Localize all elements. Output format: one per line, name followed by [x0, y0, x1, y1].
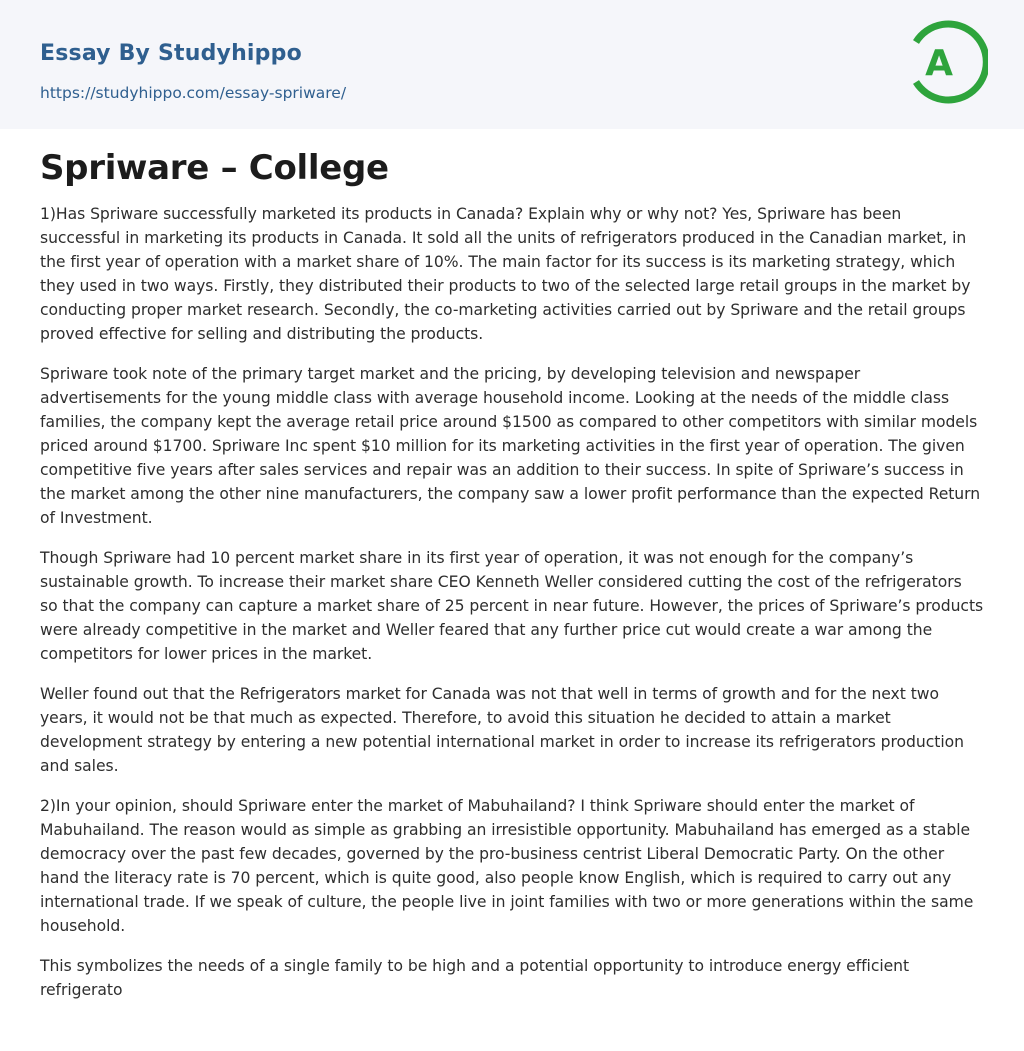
- essay-paragraph-4: Weller found out that the Refrigerators market for Canada was not that well in terms of growth and for the next two years, it would not be that much as expected. Therefore, to avoid this situation he decided to attain a market development strategy by entering a new potential international market in order to increase its refrigerators production and sales.: [40, 685, 964, 775]
- essay-paragraph-5: 2)In your opinion, should Spriware enter the market of Mabuhailand? I think Spriware should enter the market of Mabuhailand. The reason would as simple as grabbing an irresistible opportunity. Mabuhailand has emerged as a stable democracy over the past few decades, governed by the pro-business centrist Liberal Democratic Party. On the other hand the literacy rate is 70 percent, which is quite good, also people know English, which is required to carry out any international trade. If we speak of culture, the people live in joint families with two or more generations within the same household.: [40, 797, 974, 935]
- studyhippo-logo-icon[interactable]: [910, 18, 988, 106]
- essay-content: [0, 129, 1024, 1002]
- essay-paragraph-3: Though Spriware had 10 percent market share in its first year of operation, it was not enough for the company’s sustainable growth. To increase their market share CEO Kenneth Weller considered cutting the cost of the refrigerators so that the company can capture a market share of 25 percent in near future. However, the prices of Spriware’s products were already competitive in the market and Weller feared that any further price cut would create a war among the competitors for lower prices in the market.: [40, 549, 984, 663]
- essay-paragraph-2: Spriware took note of the primary target market and the pricing, by developing television and newspaper advertisements for the young middle class with average household income. Looking at the needs of the middle class families, the company kept the average retail price around $1500 as compared to other competitors with similar models priced around $1700. Spriware Inc spent $10 million for its marketing activities in the first year of operation. The given competitive five years after sales services and repair was an addition to their success. In spite of Spriware’s success in the market among the other nine manufacturers, the company saw a lower profit performance than the expected Return of Investment.: [40, 365, 981, 527]
- essay-paragraph-1: 1)Has Spriware successfully marketed its products in Canada? Explain why or why not? Yes, Spriware has been successful in marketing its products in Canada. It sold all the units of refrigerators produced in the Canadian market, in the first year of operation with a market share of 10%. The main factor for its success is its marketing strategy, which they used in two ways. Firstly, they distributed their products to two of the selected large retail groups in the market by conducting proper market research. Secondly, the co-marketing activities carried out by Spriware and the retail groups proved effective for selling and distributing the products.: [40, 205, 971, 343]
- essay-title: Spriware – College: [40, 148, 389, 188]
- site-brand[interactable]: Essay By Studyhippo: [40, 41, 302, 66]
- essay-url-link[interactable]: https://studyhippo.com/essay-spriware/: [40, 84, 347, 102]
- logo-letter: A: [925, 43, 953, 84]
- essay-paragraph-6: This symbolizes the needs of a single family to be high and a potential opportunity to introduce energy efficient refrigerato: [40, 957, 910, 999]
- page-header: [0, 0, 1024, 129]
